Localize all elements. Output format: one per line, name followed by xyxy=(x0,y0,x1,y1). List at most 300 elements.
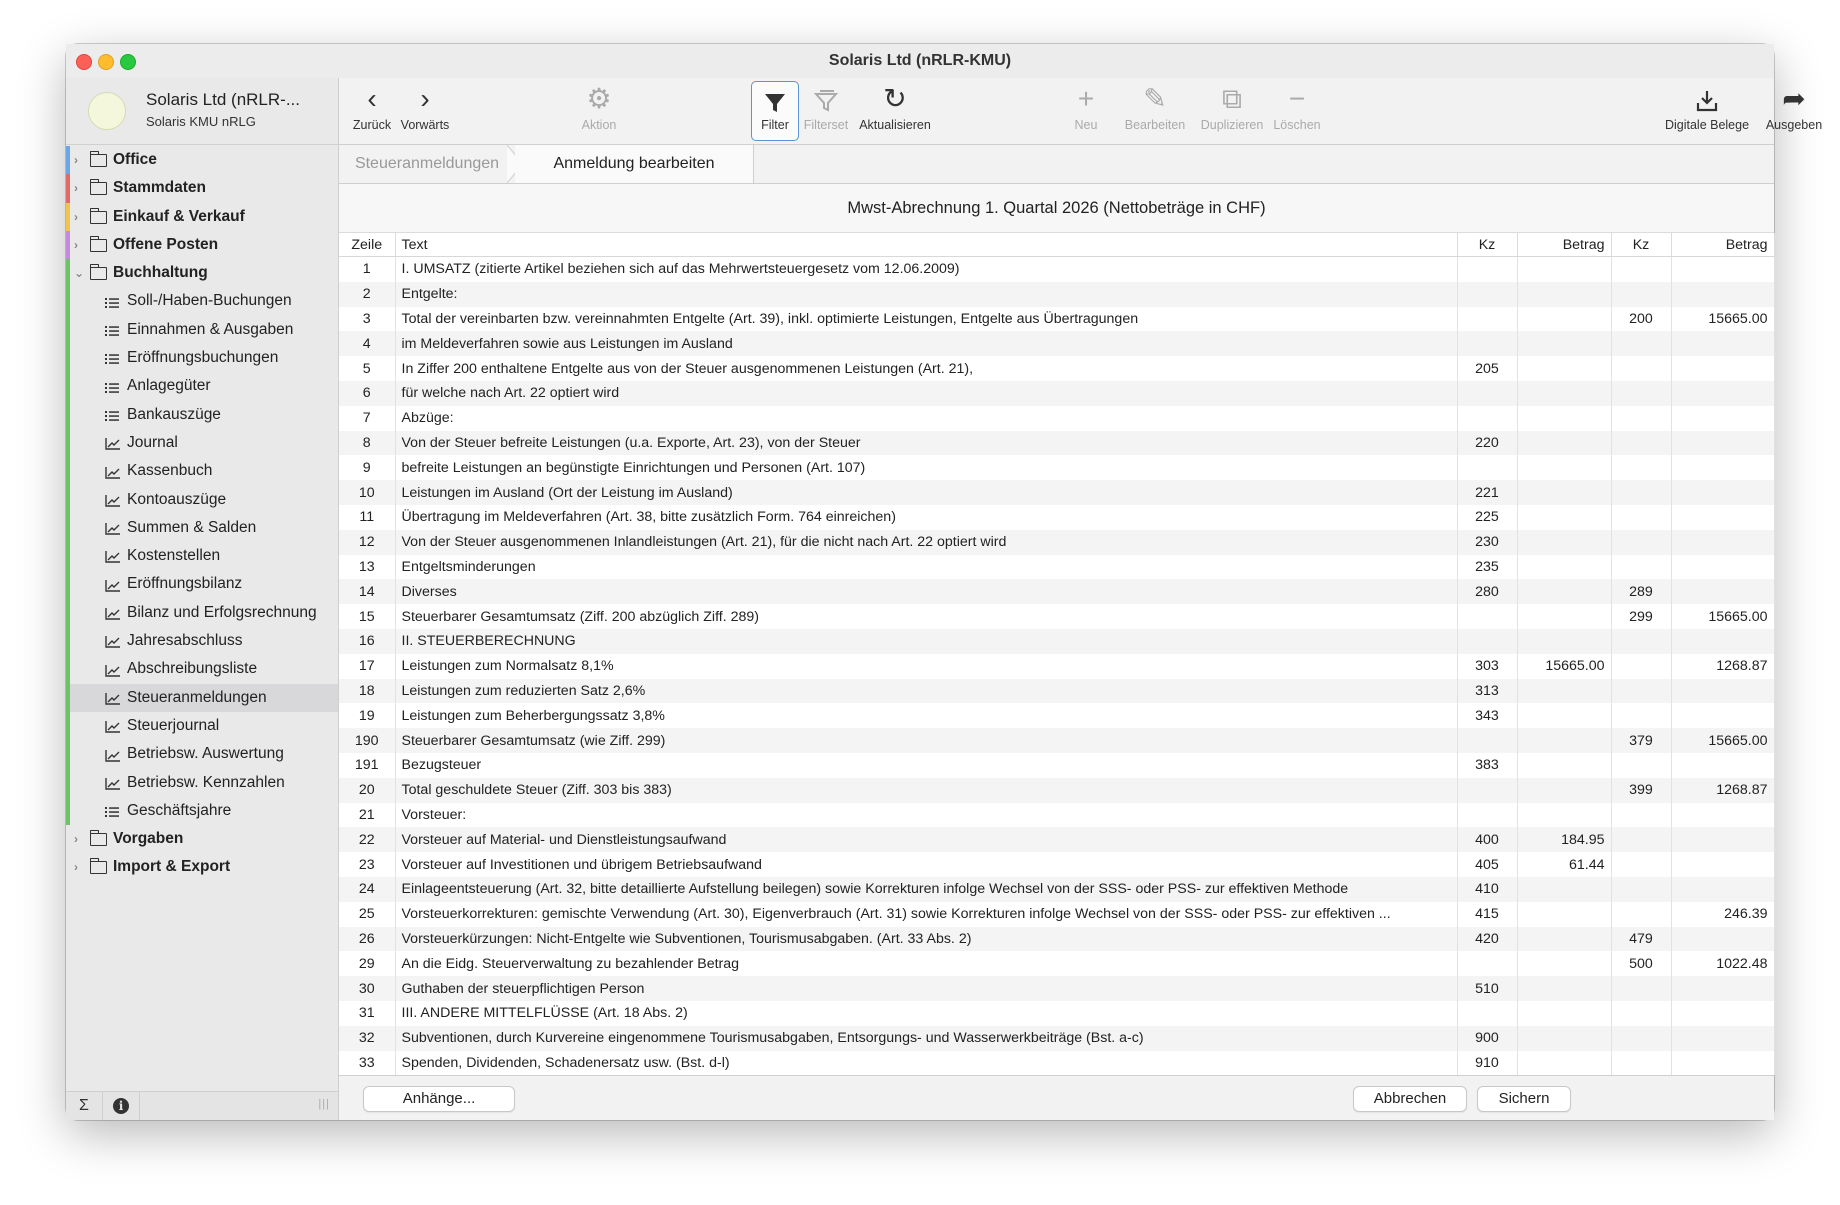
cell-kz1: 900 xyxy=(1457,1026,1517,1051)
table-row[interactable] xyxy=(339,703,1774,728)
attachments-button[interactable]: Anhänge... xyxy=(363,1086,515,1112)
cell-betrag2[interactable] xyxy=(1671,530,1774,555)
sidebar-item-abschreibungsliste[interactable] xyxy=(66,655,338,683)
chart-icon xyxy=(104,655,120,683)
cell-betrag1[interactable] xyxy=(1517,679,1611,704)
sidebar-item-bilanz-und-erfolgsrechnung[interactable] xyxy=(66,599,338,627)
cell-betrag2[interactable] xyxy=(1671,455,1774,480)
breadcrumb-parent[interactable]: Steueranmeldungen xyxy=(354,155,500,172)
cell-zeile: 3 xyxy=(339,307,395,332)
cell-betrag1[interactable] xyxy=(1517,877,1611,902)
col-header-kz2[interactable]: Kz xyxy=(1611,233,1671,257)
sidebar-item-betriebsw-auswertung[interactable] xyxy=(66,740,338,768)
table-row[interactable] xyxy=(339,257,1774,282)
group-color-bar xyxy=(66,542,70,570)
sidebar-item-betriebsw-kennzahlen[interactable] xyxy=(66,769,338,797)
group-color-bar xyxy=(66,231,70,259)
cell-betrag1[interactable] xyxy=(1517,728,1611,753)
filter-button[interactable] xyxy=(751,81,799,141)
cell-betrag2[interactable] xyxy=(1671,505,1774,530)
cell-betrag1[interactable] xyxy=(1517,381,1611,406)
resize-grip-icon[interactable]: ||| xyxy=(318,1098,330,1110)
cell-betrag1[interactable] xyxy=(1517,307,1611,332)
edit-button[interactable] xyxy=(1121,78,1189,144)
table-row[interactable] xyxy=(339,505,1774,530)
table-row[interactable] xyxy=(339,902,1774,927)
back-button[interactable] xyxy=(351,78,393,144)
sidebar-item-label: Betriebsw. Kennzahlen xyxy=(127,773,285,791)
chart-icon xyxy=(104,627,120,655)
cell-betrag2[interactable] xyxy=(1671,406,1774,431)
cell-kz2 xyxy=(1611,679,1671,704)
company-subtitle: Solaris KMU nRLG xyxy=(146,114,256,129)
breadcrumb-current[interactable]: Anmeldung bearbeiten xyxy=(515,145,754,183)
cell-zeile: 32 xyxy=(339,1026,395,1051)
table-row[interactable] xyxy=(339,951,1774,976)
cell-text: Übertragung im Meldeverfahren (Art. 38, bitte zusätzlich Form. 764 einreichen) xyxy=(395,505,1457,530)
cell-betrag1[interactable] xyxy=(1517,555,1611,580)
cell-betrag1[interactable] xyxy=(1517,927,1611,952)
cell-text: I. UMSATZ (zitierte Artikel beziehen sich auf das Mehrwertsteuergesetz vom 12.06.2009) xyxy=(395,257,1457,282)
sidebar-item-label: Einnahmen & Ausgaben xyxy=(127,320,294,338)
cell-kz2: 479 xyxy=(1611,927,1671,952)
cell-text: für welche nach Art. 22 optiert wird xyxy=(395,381,1457,406)
sidebar-item-geschäftsjahre[interactable] xyxy=(66,797,338,825)
cell-zeile: 22 xyxy=(339,827,395,852)
table-body xyxy=(339,257,1774,1076)
new-label: Neu xyxy=(1074,118,1098,132)
delete-button[interactable] xyxy=(1271,78,1323,144)
cell-betrag2[interactable] xyxy=(1671,679,1774,704)
cell-betrag1[interactable] xyxy=(1517,356,1611,381)
sidebar-group-label: Stammdaten xyxy=(113,179,207,197)
group-color-bar xyxy=(66,712,70,740)
forward-button[interactable] xyxy=(397,78,453,144)
sidebar-item-kostenstellen[interactable] xyxy=(66,542,338,570)
share-arrow-icon: ➦ xyxy=(1782,83,1806,114)
cell-zeile: 16 xyxy=(339,629,395,654)
sidebar-item-eröffnungsbuchungen[interactable] xyxy=(66,344,338,372)
chevron-right-icon[interactable]: › xyxy=(74,209,78,224)
chevron-left-icon: ‹ xyxy=(367,83,377,114)
window-title: Solaris Ltd (nRLR-KMU) xyxy=(828,52,1012,69)
col-header-betrag2[interactable]: Betrag xyxy=(1671,233,1774,257)
table-row[interactable] xyxy=(339,852,1774,877)
folder-icon xyxy=(90,861,107,874)
cell-kz1 xyxy=(1457,331,1517,356)
sidebar-group-buchhaltung[interactable] xyxy=(66,259,338,287)
cell-kz2 xyxy=(1611,877,1671,902)
cell-kz2 xyxy=(1611,1001,1671,1026)
cell-betrag1[interactable] xyxy=(1517,406,1611,431)
cell-kz1 xyxy=(1457,604,1517,629)
table-row[interactable] xyxy=(339,679,1774,704)
table-row[interactable] xyxy=(339,753,1774,778)
sidebar-item-label: Journal xyxy=(127,433,178,451)
filterset-label: Filterset xyxy=(803,118,849,132)
cell-betrag1[interactable] xyxy=(1517,257,1611,282)
table-row[interactable] xyxy=(339,331,1774,356)
filterset-icon xyxy=(801,78,851,118)
folder-icon xyxy=(90,211,107,224)
cell-betrag2[interactable] xyxy=(1671,877,1774,902)
cell-kz1: 235 xyxy=(1457,555,1517,580)
cell-betrag1[interactable] xyxy=(1517,778,1611,803)
table-row[interactable] xyxy=(339,282,1774,307)
cell-kz1: 510 xyxy=(1457,976,1517,1001)
col-header-kz1[interactable]: Kz xyxy=(1457,233,1517,257)
cell-betrag2[interactable] xyxy=(1671,1051,1774,1076)
cell-text: Entgelte: xyxy=(395,282,1457,307)
cell-kz2 xyxy=(1611,431,1671,456)
cell-betrag1[interactable] xyxy=(1517,1001,1611,1026)
table-row[interactable] xyxy=(339,307,1774,332)
save-button[interactable]: Sichern xyxy=(1477,1086,1571,1112)
cell-kz1 xyxy=(1457,778,1517,803)
download-svg xyxy=(1694,88,1720,114)
cell-kz1: 230 xyxy=(1457,530,1517,555)
table-row[interactable] xyxy=(339,778,1774,803)
table-row[interactable] xyxy=(339,976,1774,1001)
digital-receipts-button[interactable] xyxy=(1659,78,1755,144)
cell-text: Leistungen im Ausland (Ort der Leistung im Ausland) xyxy=(395,480,1457,505)
table-row[interactable] xyxy=(339,1026,1774,1051)
cell-betrag2[interactable] xyxy=(1671,803,1774,828)
cell-zeile: 17 xyxy=(339,654,395,679)
sidebar xyxy=(66,78,339,1120)
cell-betrag2[interactable] xyxy=(1671,927,1774,952)
cell-betrag1[interactable] xyxy=(1517,282,1611,307)
table-row[interactable] xyxy=(339,1051,1774,1076)
group-color-bar xyxy=(66,627,70,655)
cell-kz2 xyxy=(1611,406,1671,431)
minus-icon: − xyxy=(1288,83,1306,114)
cell-betrag2[interactable] xyxy=(1671,703,1774,728)
folder-icon xyxy=(90,833,107,846)
table-row[interactable] xyxy=(339,381,1774,406)
sidebar-group-label: Offene Posten xyxy=(113,235,219,253)
sidebar-item-label: Eröffnungsbuchungen xyxy=(127,349,279,367)
cell-betrag1[interactable] xyxy=(1517,1026,1611,1051)
cell-betrag2[interactable] xyxy=(1671,1026,1774,1051)
info-glyph: i xyxy=(113,1098,129,1114)
table-row[interactable] xyxy=(339,629,1774,654)
sidebar-item-label: Kostenstellen xyxy=(127,547,221,565)
sidebar-item-label: Kontoauszüge xyxy=(127,490,227,508)
list-icon xyxy=(104,797,120,825)
navigation-tree xyxy=(66,146,338,882)
action-label: Aktion xyxy=(581,118,617,132)
sidebar-item-steuerjournal[interactable] xyxy=(66,712,338,740)
table-row[interactable] xyxy=(339,579,1774,604)
cell-betrag2[interactable]: 1268.87 xyxy=(1671,654,1774,679)
company-name: Solaris Ltd (nRLR-... xyxy=(146,90,300,109)
cell-betrag1[interactable]: 184.95 xyxy=(1517,827,1611,852)
filterset-button[interactable] xyxy=(801,78,851,144)
cell-zeile: 21 xyxy=(339,803,395,828)
table-row[interactable] xyxy=(339,480,1774,505)
cell-betrag1[interactable] xyxy=(1517,803,1611,828)
cell-kz1 xyxy=(1457,1001,1517,1026)
cell-kz1: 405 xyxy=(1457,852,1517,877)
table-row[interactable] xyxy=(339,530,1774,555)
cell-betrag2[interactable] xyxy=(1671,976,1774,1001)
table-row[interactable] xyxy=(339,555,1774,580)
cell-zeile: 7 xyxy=(339,406,395,431)
cell-zeile: 26 xyxy=(339,927,395,952)
cancel-button[interactable]: Abbrechen xyxy=(1353,1086,1467,1112)
sidebar-group-label: Einkauf & Verkauf xyxy=(113,207,245,225)
cell-betrag2[interactable] xyxy=(1671,579,1774,604)
cell-kz1 xyxy=(1457,406,1517,431)
cell-text: Leistungen zum Normalsatz 8,1% xyxy=(395,654,1457,679)
cell-betrag2[interactable] xyxy=(1671,555,1774,580)
table-row[interactable] xyxy=(339,803,1774,828)
sidebar-item-jahresabschluss[interactable] xyxy=(66,627,338,655)
cell-betrag2[interactable] xyxy=(1671,257,1774,282)
refresh-button[interactable] xyxy=(857,78,933,144)
buchhaltung-items xyxy=(66,287,338,825)
cell-zeile: 30 xyxy=(339,976,395,1001)
cell-betrag1[interactable] xyxy=(1517,455,1611,480)
cell-zeile: 1 xyxy=(339,257,395,282)
cell-kz1 xyxy=(1457,728,1517,753)
cell-zeile: 191 xyxy=(339,753,395,778)
sidebar-item-anlagegüter[interactable] xyxy=(66,372,338,400)
sidebar-item-summen-salden[interactable] xyxy=(66,514,338,542)
cell-text: In Ziffer 200 enthaltene Entgelte aus von der Steuer ausgenommenen Leistungen (Art. 21), xyxy=(395,356,1457,381)
sidebar-item-label: Steueranmeldungen xyxy=(127,688,267,706)
cell-betrag2[interactable] xyxy=(1671,431,1774,456)
chevron-right-icon[interactable]: › xyxy=(74,860,78,875)
duplicate-label: Duplizieren xyxy=(1200,118,1264,132)
new-button[interactable] xyxy=(1068,78,1104,144)
cell-zeile: 12 xyxy=(339,530,395,555)
folder-icon xyxy=(90,239,107,252)
sidebar-group-label: Import & Export xyxy=(113,858,231,876)
table-row[interactable] xyxy=(339,604,1774,629)
table-row[interactable] xyxy=(339,455,1774,480)
minimize-window-button[interactable] xyxy=(98,54,114,70)
sidebar-item-steueranmeldungen[interactable] xyxy=(66,684,338,712)
cell-betrag2[interactable]: 15665.00 xyxy=(1671,307,1774,332)
cell-zeile: 11 xyxy=(339,505,395,530)
sidebar-group-stammdaten[interactable] xyxy=(66,174,338,202)
chevron-right-icon[interactable]: › xyxy=(74,153,78,167)
cell-betrag2[interactable] xyxy=(1671,356,1774,381)
sidebar-item-soll-haben-buchungen[interactable] xyxy=(66,287,338,315)
group-color-bar xyxy=(66,259,70,287)
output-button[interactable] xyxy=(1761,78,1827,144)
table-row[interactable] xyxy=(339,431,1774,456)
col-header-betrag1[interactable]: Betrag xyxy=(1517,233,1611,257)
table-row[interactable] xyxy=(339,877,1774,902)
cell-betrag1[interactable] xyxy=(1517,480,1611,505)
cell-kz1: 225 xyxy=(1457,505,1517,530)
table-row[interactable] xyxy=(339,356,1774,381)
cell-betrag2[interactable]: 1022.48 xyxy=(1671,951,1774,976)
chart-icon xyxy=(104,457,120,485)
cell-betrag2[interactable] xyxy=(1671,852,1774,877)
cell-text: Von der Steuer ausgenommenen Inlandleistungen (Art. 21), für die nicht nach Art. 22 optiert wird xyxy=(395,530,1457,555)
list-icon xyxy=(104,316,120,344)
chevron-right-icon[interactable]: › xyxy=(74,181,78,196)
cell-text: An die Eidg. Steuerverwaltung zu bezahlender Betrag xyxy=(395,951,1457,976)
cell-betrag1[interactable] xyxy=(1517,505,1611,530)
cell-kz1: 415 xyxy=(1457,902,1517,927)
cell-kz1: 420 xyxy=(1457,927,1517,952)
cell-kz2 xyxy=(1611,331,1671,356)
cell-betrag2[interactable] xyxy=(1671,629,1774,654)
cell-betrag2[interactable] xyxy=(1671,331,1774,356)
cell-betrag1[interactable] xyxy=(1517,629,1611,654)
cell-betrag1[interactable] xyxy=(1517,951,1611,976)
group-color-bar xyxy=(66,372,70,400)
table-row[interactable] xyxy=(339,827,1774,852)
group-color-bar xyxy=(66,797,70,825)
table-header-row xyxy=(339,233,1774,257)
app-window xyxy=(66,44,1823,1120)
col-header-zeile[interactable]: Zeile xyxy=(339,233,395,257)
cell-kz1: 910 xyxy=(1457,1051,1517,1076)
sidebar-item-eröffnungsbilanz[interactable] xyxy=(66,570,338,598)
sidebar-item-label: Kassenbuch xyxy=(127,462,213,480)
output-label: Ausgeben xyxy=(1765,118,1823,132)
cell-betrag2[interactable] xyxy=(1671,282,1774,307)
sum-icon[interactable]: Σ xyxy=(66,1092,103,1120)
cell-kz1: 400 xyxy=(1457,827,1517,852)
cell-kz2 xyxy=(1611,902,1671,927)
cell-kz2 xyxy=(1611,852,1671,877)
sidebar-group-import-export[interactable] xyxy=(66,853,338,881)
cell-zeile: 6 xyxy=(339,381,395,406)
chart-icon xyxy=(104,684,120,712)
cell-betrag2[interactable]: 1268.87 xyxy=(1671,778,1774,803)
cell-betrag2[interactable] xyxy=(1671,480,1774,505)
cell-text: II. STEUERBERECHNUNG xyxy=(395,629,1457,654)
sidebar-group-office[interactable] xyxy=(66,146,338,174)
pencil-icon: ✎ xyxy=(1143,83,1167,114)
cell-kz1: 280 xyxy=(1457,579,1517,604)
chart-icon xyxy=(104,740,120,768)
sidebar-item-journal[interactable] xyxy=(66,429,338,457)
list-icon xyxy=(104,401,120,429)
zoom-window-button[interactable] xyxy=(120,54,136,70)
refresh-label: Aktualisieren xyxy=(859,118,931,132)
cell-text: Bezugsteuer xyxy=(395,753,1457,778)
chevron-down-icon[interactable]: ⌄ xyxy=(74,266,85,281)
company-header[interactable] xyxy=(66,78,338,145)
col-header-text[interactable]: Text xyxy=(395,233,1457,257)
cell-betrag1[interactable] xyxy=(1517,753,1611,778)
duplicate-button[interactable] xyxy=(1197,78,1267,144)
cell-betrag1[interactable] xyxy=(1517,530,1611,555)
cell-betrag2[interactable] xyxy=(1671,827,1774,852)
cell-betrag1[interactable] xyxy=(1517,604,1611,629)
chevron-right-icon[interactable]: › xyxy=(74,832,78,847)
table-row[interactable] xyxy=(339,406,1774,431)
cell-betrag2[interactable] xyxy=(1671,1001,1774,1026)
sidebar-item-label: Eröffnungsbilanz xyxy=(127,575,243,593)
sidebar-group-label: Office xyxy=(113,151,157,168)
sidebar-item-bankauszüge[interactable] xyxy=(66,401,338,429)
cell-betrag2[interactable]: 15665.00 xyxy=(1671,728,1774,753)
info-icon[interactable] xyxy=(103,1092,140,1120)
sidebar-group-offene-posten[interactable] xyxy=(66,231,338,259)
table-row[interactable] xyxy=(339,927,1774,952)
cell-betrag1[interactable] xyxy=(1517,703,1611,728)
cell-betrag1[interactable]: 15665.00 xyxy=(1517,654,1611,679)
group-color-bar xyxy=(66,457,70,485)
cell-betrag1[interactable] xyxy=(1517,431,1611,456)
cell-zeile: 20 xyxy=(339,778,395,803)
cell-zeile: 24 xyxy=(339,877,395,902)
table-row[interactable] xyxy=(339,728,1774,753)
cell-betrag1[interactable] xyxy=(1517,579,1611,604)
sidebar-item-kontoauszüge[interactable] xyxy=(66,486,338,514)
folder-icon xyxy=(90,182,107,195)
chart-icon xyxy=(104,514,120,542)
table-row[interactable] xyxy=(339,654,1774,679)
close-window-button[interactable] xyxy=(76,54,92,70)
sidebar-item-label: Anlagegüter xyxy=(127,377,211,395)
cell-kz2 xyxy=(1611,530,1671,555)
group-color-bar xyxy=(66,174,70,202)
chart-icon xyxy=(104,570,120,598)
sidebar-group-vorgaben[interactable] xyxy=(66,825,338,853)
cell-betrag1[interactable] xyxy=(1517,1051,1611,1076)
cell-betrag2[interactable]: 246.39 xyxy=(1671,902,1774,927)
cell-betrag1[interactable]: 61.44 xyxy=(1517,852,1611,877)
duplicate-icon: ⧉ xyxy=(1222,83,1242,114)
sidebar-group-einkauf-verkauf[interactable] xyxy=(66,203,338,231)
cell-betrag2[interactable]: 15665.00 xyxy=(1671,604,1774,629)
group-color-bar xyxy=(66,655,70,683)
cell-text: Vorsteuerkürzungen: Nicht-Entgelte wie Subventionen, Tourismusabgaben. (Art. 33 Abs. 2) xyxy=(395,927,1457,952)
list-icon xyxy=(104,372,120,400)
receipts-label: Digitale Belege xyxy=(1664,118,1750,132)
cell-text: im Meldeverfahren sowie aus Leistungen im Ausland xyxy=(395,331,1457,356)
table-row[interactable] xyxy=(339,1001,1774,1026)
cell-betrag2[interactable] xyxy=(1671,381,1774,406)
cell-betrag1[interactable] xyxy=(1517,976,1611,1001)
sidebar-item-kassenbuch[interactable] xyxy=(66,457,338,485)
cell-betrag1[interactable] xyxy=(1517,331,1611,356)
action-button[interactable] xyxy=(575,78,623,144)
cell-betrag2[interactable] xyxy=(1671,753,1774,778)
toolbar xyxy=(339,78,1823,145)
chevron-right-icon[interactable]: › xyxy=(74,237,78,252)
cell-text: Vorsteuer: xyxy=(395,803,1457,828)
cell-kz1: 313 xyxy=(1457,679,1517,704)
cell-zeile: 190 xyxy=(339,728,395,753)
folder-icon xyxy=(90,154,107,167)
cell-text: Steuerbarer Gesamtumsatz (wie Ziff. 299) xyxy=(395,728,1457,753)
cell-betrag1[interactable] xyxy=(1517,902,1611,927)
sidebar-item-einnahmen-ausgaben[interactable] xyxy=(66,316,338,344)
cell-text: Entgeltsminderungen xyxy=(395,555,1457,580)
sidebar-item-label: Soll-/Haben-Buchungen xyxy=(127,292,292,310)
form-content xyxy=(339,184,1774,1076)
cell-kz2 xyxy=(1611,555,1671,580)
chevron-right-icon: › xyxy=(420,83,430,114)
sidebar-item-label: Bilanz und Erfolgsrechnung xyxy=(127,603,317,621)
cell-kz1: 343 xyxy=(1457,703,1517,728)
cell-kz1: 383 xyxy=(1457,753,1517,778)
cell-kz2 xyxy=(1611,629,1671,654)
cell-text: befreite Leistungen an begünstigte Einrichtungen und Personen (Art. 107) xyxy=(395,455,1457,480)
plus-icon: + xyxy=(1077,83,1095,114)
